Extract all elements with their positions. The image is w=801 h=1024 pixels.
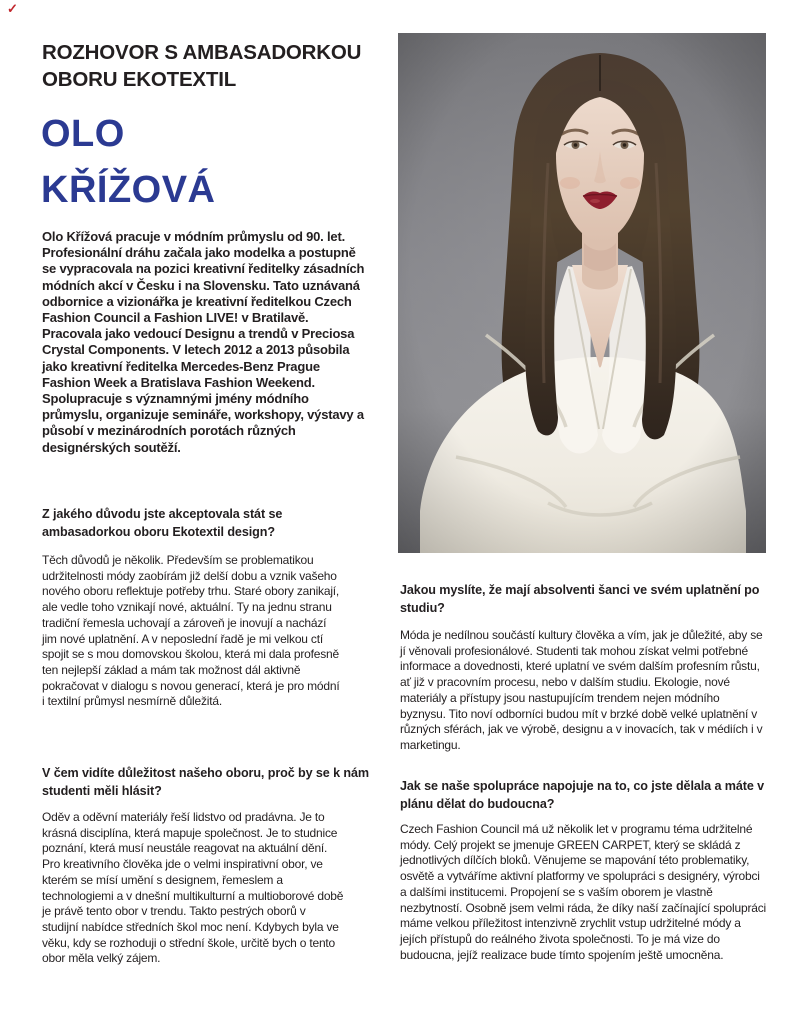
portrait-photo xyxy=(398,33,766,553)
kicker-line-2: OBORU EKOTEXTIL xyxy=(42,68,237,91)
question-2: V čem vidíte důležitost našeho oboru, proč by se k nám studenti měli hlásit? xyxy=(42,766,370,798)
portrait-illustration xyxy=(398,33,766,553)
answer-3: Móda je nedílnou součástí kultury člověka a vím, jak je důležité, aby se jí věnovali profesionálové. Studenti tak mohou získat velmi potřebné informace a dovednosti, které uplatní ve svém dalším profesním růstu, ať již v pracovním procesu, nebo v dalším studiu. Ekologie, nové materiály a přístupy jsou nastupujícím trendem nejen módního byznysu. Tito noví odborníci budou mít v brzké době velké uplatnění v různých sférách, jak ve výrobě, designu a v inovacích, tak v médiích i v marketingu. xyxy=(400,628,763,752)
title-line-2: KŘÍŽOVÁ xyxy=(41,169,216,211)
answer-2: Oděv a oděvní materiály řeší lidstvo od pradávna. Je to krásná disciplína, která mapuje společnost. Je to studnice poznání, která musí neustále reagovat na aktuální dění. Pro kreativního člověka jde o velmi inspirativní obor, ve kterém se mísí umění s designem, řemeslem a technologiemi a v dnešní multikulturní a multioborové době je právě tento obor v trendu. Takto pestrých oborů v studijní nabídce středních škol moc není. Kdybych byla ve věku, kdy se rozhoduji o střední škole, určitě bych o tento obor měla velký zájem. xyxy=(42,810,344,966)
intro-paragraph: Olo Křížová pracuje v módním průmyslu od 90. let. Profesionální dráhu začala jako modelka a postupně se vypracovala na pozici kreativní ředitelky zásadních módních akcí v Česku i na Slovensku. Tato uznávaná odbornice a vizionářka je kreativní ředitelkou Czech Fashion Council a Fashion LIVE! v Bratilavě. Pracovala jako vedoucí Designu a trendů v Preciosa Crystal Components. V letech 2012 a 2013 působila jako kreativní ředitelka Mercedes-Benz Prague Fashion Week a Bratislava Fashion Weekend. Spolupracuje s významnými jmény módního průmyslu, organizuje semináře, workshopy, výstavy a působí v mezinárodních porotách různých designérských soutěží. xyxy=(42,229,365,455)
question-3: Jakou myslíte, že mají absolventi šanci ve svém uplatnění po studiu? xyxy=(400,583,760,615)
title-line-1: OLO xyxy=(41,113,125,155)
kicker-line-1: ROZHOVOR S AMBASADORKOU xyxy=(42,41,362,64)
corner-check-icon: ✓ xyxy=(7,1,18,16)
question-4: Jak se naše spolupráce napojuje na to, co jste dělala a máte v plánu dělat do budoucna? xyxy=(400,779,765,811)
answer-1: Těch důvodů je několik. Především se problematikou udržitelnosti módy zaobírám již delší dobu a vznik vašeho nového oboru reflektuje potřeby trhu. Staré obory zanikají, ale vedle toho vznikají nové, aktuální. Ty na jednu stranu tradiční řemesla uchovají a zároveň je inovují a nachází jim nové uplatnění. A v neposlední řadě je mi velkou ctí spojit se s mou domovskou školou, která mi dala profesně ten nejlepší základ a mám tak možnost dál aktivně pokračovat v dialogu s novou generací, která je pro módní i textilní průmysl nesmírně důležitá. xyxy=(42,553,340,709)
kicker xyxy=(42,39,402,93)
answer-4: Czech Fashion Council má už několik let v programu téma udržitelné módy. Celý projekt se jmenuje GREEN CARPET, který se skládá z jednotlivých dílčích bloků. Věnujeme se mapování této problematiky, osvětě a vytváříme aktivní platformy ve spolupráci s designéry, výrobci a dalšími institucemi. Propojení se s vaším oborem je vlastně nezbytností. Osobně jsem velmi ráda, že díky naší začínající spolupráci máme velkou příležitost intenzivně zrychlit vstup udržitelné módy a jejích přístupů do reálného života společnosti. To je má vize do budoucna, jejíž realizace bude tímto spojením ještě umocněna. xyxy=(400,822,766,962)
page-title xyxy=(41,106,401,218)
question-1: Z jakého důvodu jste akceptovala stát se ambasadorkou oboru Ekotextil design? xyxy=(42,507,283,539)
photo-vignette xyxy=(398,33,766,553)
